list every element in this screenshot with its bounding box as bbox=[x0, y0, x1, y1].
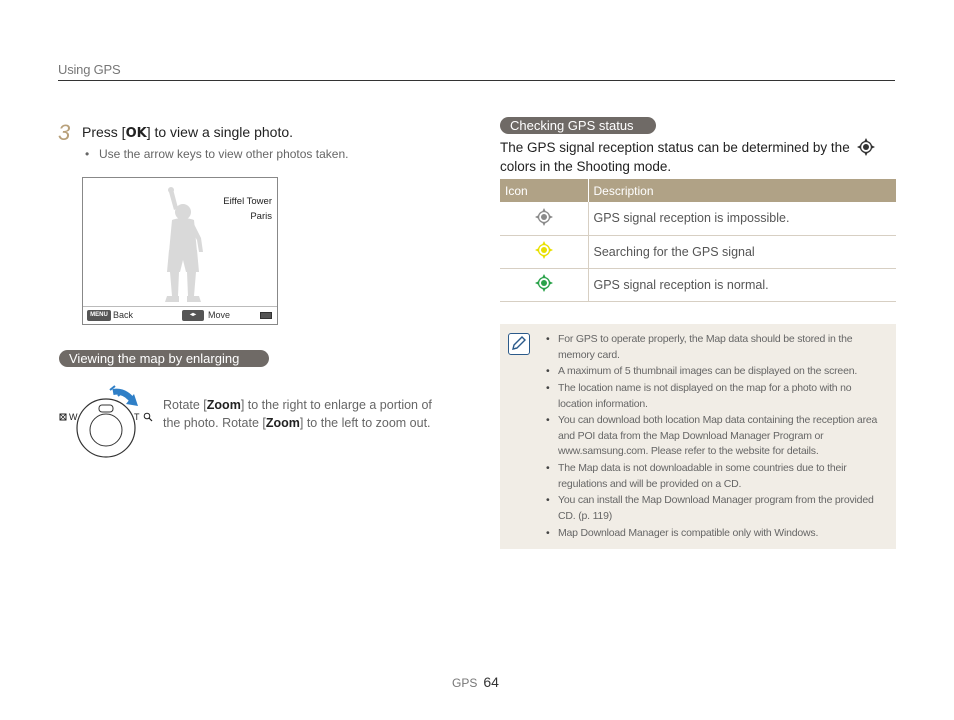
step-bullet: • Use the arrow keys to view other photos taken. bbox=[85, 147, 349, 161]
gps-row-description: GPS signal reception is normal. bbox=[588, 268, 896, 301]
photo-caption-place: Eiffel Tower bbox=[223, 196, 272, 207]
list-item: • A maximum of 5 thumbnail images can be displayed on the screen. bbox=[544, 364, 884, 380]
back-label: Back bbox=[113, 310, 134, 320]
dial-t-label: T bbox=[134, 412, 140, 422]
page-footer bbox=[452, 674, 499, 690]
table-row bbox=[500, 268, 896, 301]
note-box bbox=[500, 324, 896, 549]
move-label: Move bbox=[208, 310, 231, 320]
section-header: Using GPS bbox=[58, 62, 121, 77]
ok-key: OK bbox=[125, 126, 147, 141]
gps-intro-line1: The GPS signal reception status can be determined by the bbox=[500, 140, 850, 155]
note-list bbox=[544, 332, 884, 543]
person-silhouette bbox=[157, 186, 217, 308]
list-item: • The location name is not displayed on the map for a photo with no location information. bbox=[544, 381, 884, 412]
gps-intro bbox=[500, 138, 895, 176]
step-instruction bbox=[82, 124, 293, 141]
header-rule bbox=[58, 80, 895, 81]
list-item: • Map Download Manager is compatible only with Windows. bbox=[544, 526, 884, 542]
gps-yellow-icon bbox=[535, 241, 553, 259]
table-row bbox=[500, 202, 896, 235]
menu-key-icon: MENU bbox=[87, 310, 111, 321]
step-bullet-text: Use the arrow keys to view other photos taken. bbox=[99, 147, 349, 161]
photo-preview-screen bbox=[82, 177, 278, 325]
zoom-dial-icon bbox=[58, 382, 158, 462]
table-row bbox=[500, 235, 896, 268]
gps-intro-line2: colors in the Shooting mode. bbox=[500, 159, 672, 174]
step-text-before: Press [ bbox=[82, 124, 126, 140]
list-item: • The Map data is not downloadable in some countries due to their regulations and will be provided on a CD. bbox=[544, 461, 884, 492]
gps-row-description: Searching for the GPS signal bbox=[588, 235, 896, 268]
zoom-text-1: Rotate [ bbox=[163, 398, 207, 412]
zoom-word-2: Zoom bbox=[265, 416, 300, 430]
battery-icon bbox=[260, 312, 272, 319]
zoom-word-1: Zoom bbox=[206, 398, 241, 412]
gps-gray-cell bbox=[500, 202, 588, 235]
gps-yellow-cell bbox=[500, 235, 588, 268]
photo-caption-city: Paris bbox=[250, 211, 272, 222]
gps-green-cell bbox=[500, 268, 588, 301]
gps-icon bbox=[857, 138, 875, 156]
gps-row-description: GPS signal reception is impossible. bbox=[588, 202, 896, 235]
dial-w-label: W bbox=[69, 412, 78, 422]
step-number: 3 bbox=[58, 120, 71, 145]
gps-gray-icon bbox=[535, 208, 553, 226]
zoom-instruction bbox=[163, 396, 443, 432]
arrow-keys-icon: ◂▸ bbox=[182, 310, 204, 321]
zoom-text-3: ] to the left to zoom out. bbox=[299, 416, 431, 430]
table-header-row bbox=[500, 179, 896, 202]
gps-status-table bbox=[500, 179, 896, 302]
gps-section-title: Checking GPS status bbox=[500, 117, 656, 134]
gps-green-icon bbox=[535, 274, 553, 292]
note-pencil-icon bbox=[508, 333, 530, 355]
map-section-title: Viewing the map by enlarging bbox=[59, 350, 269, 367]
footer-section: GPS bbox=[452, 676, 478, 690]
list-item: • You can install the Map Download Manager program from the provided CD. (p. 119) bbox=[544, 493, 884, 524]
photo-caption bbox=[223, 194, 272, 224]
table-header-icon: Icon bbox=[500, 179, 588, 202]
step-text-after: ] to view a single photo. bbox=[146, 124, 294, 140]
photo-status-bar bbox=[83, 306, 277, 324]
table-header-description: Description bbox=[588, 179, 896, 202]
zoom-text-2: ] to the right to enlarge a portion of the photo. Rotate [ bbox=[163, 398, 432, 430]
page-number: 64 bbox=[483, 674, 499, 690]
list-item: • You can download both location Map data containing the reception area and POI data from the Map Download Manager Program or www.samsung.com. Please refer to the website for details. bbox=[544, 413, 884, 460]
list-item: • For GPS to operate properly, the Map data should be stored in the memory card. bbox=[544, 332, 884, 363]
